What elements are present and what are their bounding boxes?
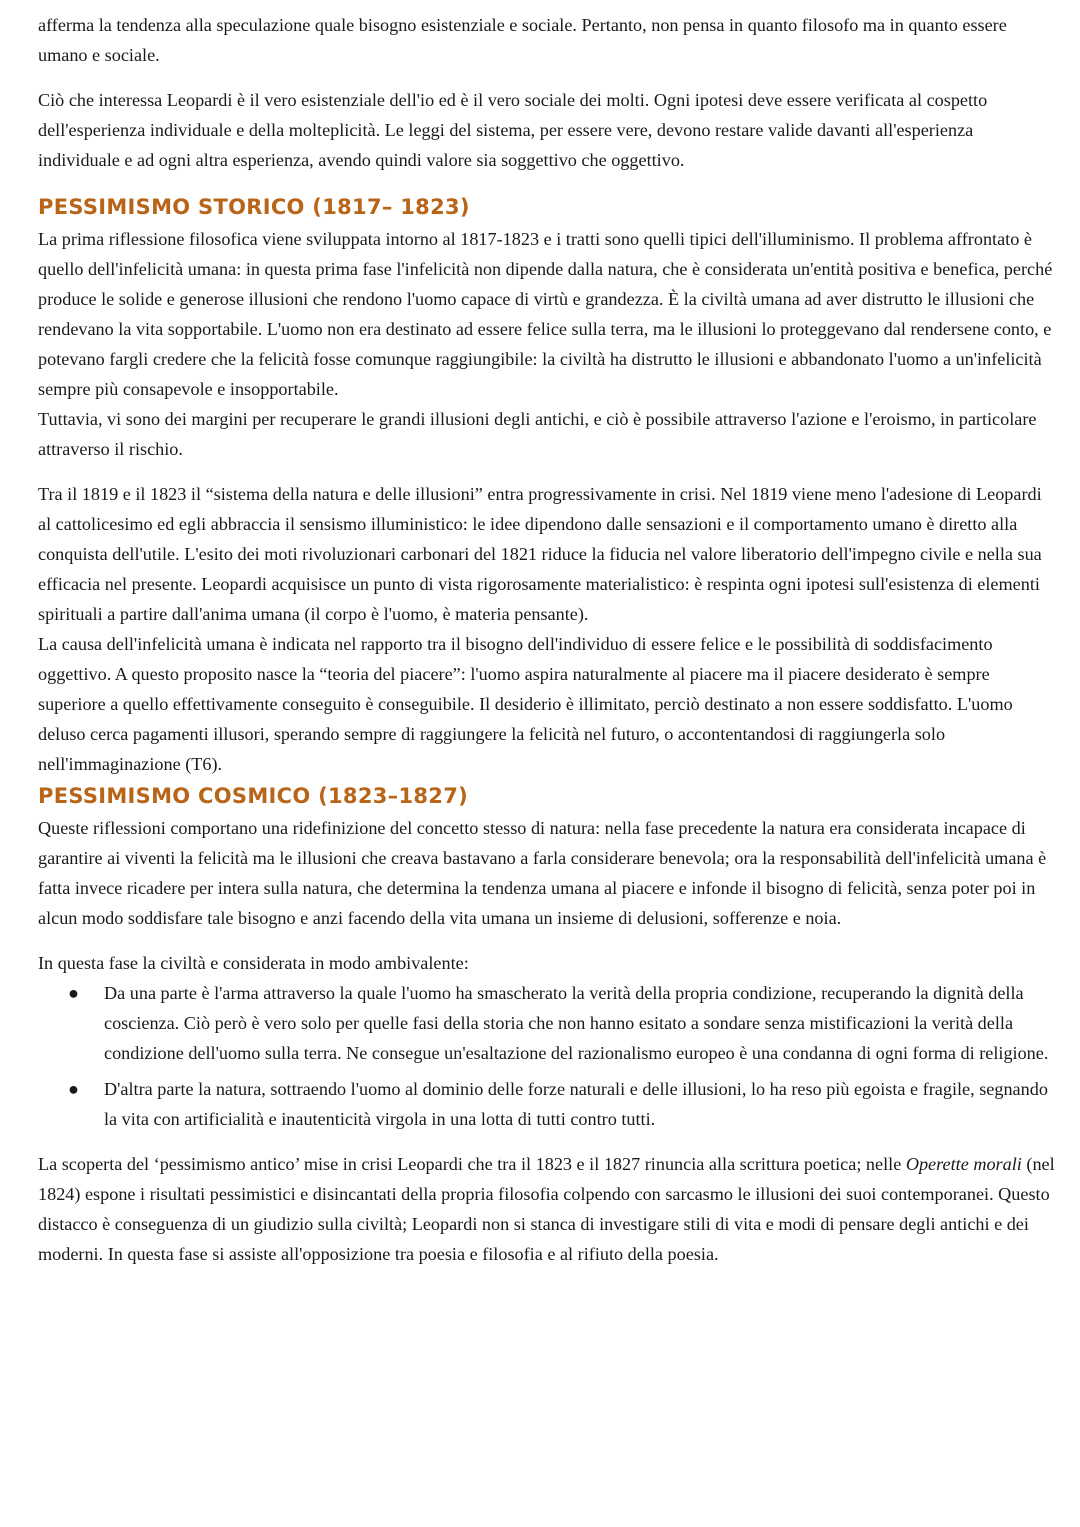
text: La scoperta del ‘pessimismo antico’ mise in crisi Leopardi che tra il 1823 e il 1827 rinuncia alla scrittura poetica; nelle [38, 1154, 906, 1174]
paragraph: In questa fase la civiltà e considerata in modo ambivalente: [38, 953, 469, 973]
section-heading-pessimismo-cosmico: PESSIMISMO COSMICO (1823–1827) [38, 784, 469, 808]
section-heading-pessimismo-storico: PESSIMISMO STORICO (1817– 1823) [38, 195, 470, 219]
bullet-icon: ● [68, 983, 79, 1003]
document-page [38, 10, 1058, 1284]
paragraph: Ciò che interessa Leopardi è il vero esistenziale dell'io ed è il vero sociale dei molti. Ogni ipotesi deve essere verificata al cospetto dell'esperienza individuale e della molteplicità. Le leggi del sistema, per essere vere, devono restare valide davanti all'esperienza individuale e ad ogni altra esperienza, avendo quindi valore sia soggettivo che oggettivo. [38, 90, 988, 170]
paragraph: La causa dell'infelicità umana è indicata nel rapporto tra il bisogno dell'individuo di essere felice e le possibilità di soddisfacimento oggettivo. A questo proposito nasce la “teoria del piacere”: l'uomo aspira naturalmente al piacere ma il piacere desiderato è sempre superiore a quello effettivamente conseguito è conseguibile. Il desiderio è illimitato, perciò destinato a non essere soddisfatto. L'uomo deluso cerca pagamenti illusori, sperando sempre di raggiungere la felicità nel futuro, o accontentandosi di raggiungerla solo nell'immaginazione (T6). [38, 634, 1013, 774]
list-item [68, 1074, 1058, 1134]
bullet-icon: ● [68, 1079, 79, 1099]
paragraph: Tuttavia, vi sono dei margini per recuperare le grandi illusioni degli antichi, e ciò è possibile attraverso l'azione e l'eroismo, in particolare attraverso il rischio. [38, 409, 1037, 459]
paragraph: Queste riflessioni comportano una ridefinizione del concetto stesso di natura: nella fase precedente la natura era considerata incapace di garantire ai viventi la felicità ma le illusioni che creava bastavano a farla considerare benevola; ora la responsabilità dell'infelicità umana è fatta invece ricadere per intera sulla natura, che determina la tendenza umana al piacere e infonde il bisogno di felicità, senza poter poi in alcun modo soddisfare tale bisogno e anzi facendo della vita umana un insieme di delusioni, sofferenze e noia. [38, 818, 1047, 928]
list-item-text: Da una parte è l'arma attraverso la quale l'uomo ha smascherato la verità della propria condizione, recuperando la dignità della coscienza. Ciò però è vero solo per quelle fasi della storia che non hanno esitato a sondare senza mistificazioni la verità della condizione dell'uomo sulla terra. Ne consegue un'esaltazione del razionalismo europeo è una condanna di ogni forma di religione. [104, 983, 1049, 1063]
paragraph: Tra il 1819 e il 1823 il “sistema della natura e delle illusioni” entra progressivamente in crisi. Nel 1819 viene meno l'adesione di Leopardi al cattolicesimo ed egli abbraccia il sensismo illuministico: le idee dipendono dalle sensazioni e il comportamento umano è diretto alla conquista dell'utile. L'esito dei moti rivoluzionari carbonari del 1821 riduce la fiducia nel valore liberatorio dell'impegno civile e nella sua efficacia nel presente. Leopardi acquisisce un punto di vista rigorosamente materialistico: è respinta ogni ipotesi sull'esistenza di elementi spirituali a partire dall'anima umana (il corpo è l'uomo, è materia pensante). [38, 484, 1042, 624]
list-item [68, 978, 1058, 1068]
paragraph: afferma la tendenza alla speculazione quale bisogno esistenziale e sociale. Pertanto, non pensa in quanto filosofo ma in quanto essere umano e sociale. [38, 15, 1007, 65]
list-item-text: D'altra parte la natura, sottraendo l'uomo al dominio delle forze naturali e delle illusioni, lo ha reso più egoista e fragile, segnando la vita con artificialità e inautenticità virgola in una lotta di tutti contro tutti. [104, 1079, 1048, 1129]
text: (nel 1824) espone i risultati pessimistici e disincantati della propria filosofia colpendo con sarcasmo le illusioni dei suoi contemporanei. Questo distacco è conseguenza di un giudizio sulla civiltà; Leopardi non si stanca di investigare stili di vita e modi di pensare degli antichi e dei moderni. In questa fase si assiste all'opposizione tra poesia e filosofia e al rifiuto della poesia. [38, 1154, 1055, 1264]
bullet-list [38, 978, 1058, 1134]
paragraph: La prima riflessione filosofica viene sviluppata intorno al 1817-1823 e i tratti sono quelli tipici dell'illuminismo. Il problema affrontato è quello dell'infelicità umana: in questa prima fase l'infelicità non dipende dalla natura, che è considerata un'entità positiva e benefica, perché produce le solide e generose illusioni che rendono l'uomo capace di virtù e grandezza. È la civiltà umana ad aver distrutto le illusioni che rendevano la vita sopportabile. L'uomo non era destinato ad essere felice sulla terra, ma le illusioni lo proteggevano dal rendersene conto, e potevano fargli credere che la felicità fosse comunque raggiungibile: la civiltà ha distrutto le illusioni e abbandonato l'uomo a un'infelicità sempre più consapevole e insopportabile. [38, 229, 1053, 399]
book-title: Operette morali [905, 1154, 1022, 1174]
paragraph [38, 1149, 1058, 1269]
